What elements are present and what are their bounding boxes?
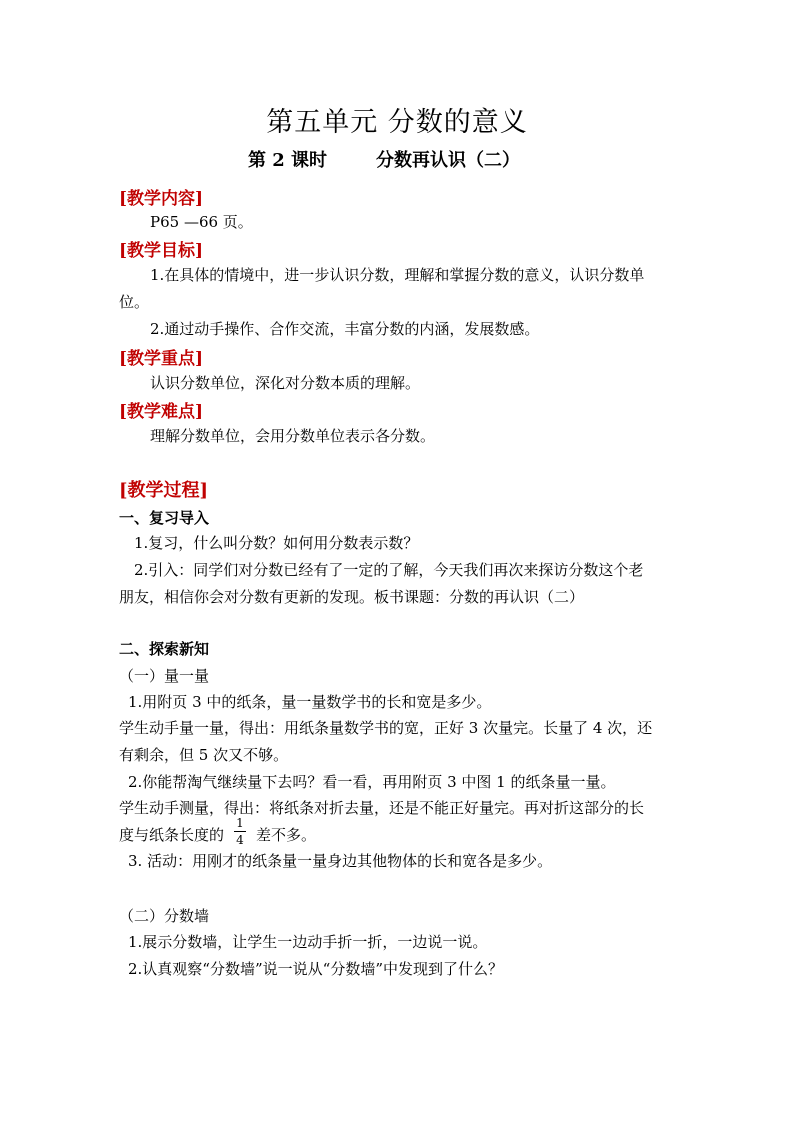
section-teaching-content: [教学内容] [119,189,204,209]
part2-line-2: 学生动手量一量，得出：用纸条量数学书的宽，正好 3 次量完。长量了 4 次，还 [119,719,653,737]
page-title: 第五单元 分数的意义 [266,107,528,138]
section-teaching-process: [教学过程] [119,480,209,501]
part2-line-6-end: 差不多。 [256,826,317,844]
part1-line-1: 1.复习，什么叫分数？如何用分数表示数？ [134,534,419,552]
fraction-bar [234,831,246,832]
subsection-2-heading: （二）分数墙 [119,907,210,925]
part2-line-3: 有剩余，但 5 次又不够。 [119,746,289,764]
key-points-text: 认识分数单位，深化对分数本质的理解。 [150,374,421,392]
subsection-1-heading: （一）量一量 [119,667,210,685]
part1-line-2: 2.引入：同学们对分数已经有了一定的了解，今天我们再次来探访分数这个老 [134,561,644,579]
goal-1-line-1: 1.在具体的情境中，进一步认识分数，理解和掌握分数的意义，认识分数单 [150,266,645,284]
section-key-points: [教学重点] [119,349,204,369]
part1-heading: 一、复习导入 [119,509,210,527]
section-difficult-points: [教学难点] [119,402,204,422]
goal-1-line-2: 位。 [119,293,150,311]
lesson-title: 分数再认识（二） [376,150,520,171]
part2-line-8: 1.展示分数墙，让学生一边动手折一折，一边说一说。 [128,933,488,951]
lesson-number: 第 2 课时 [248,150,328,171]
part2-heading: 二、探索新知 [119,640,210,658]
part2-line-1: 1.用附页 3 中的纸条，量一量数学书的长和宽是多少。 [128,693,492,711]
part2-line-9: 2.认真观察“分数墙”说一说从“分数墙”中发现到了什么？ [128,960,503,978]
part2-line-7: 3. 活动：用刚才的纸条量一量身边其他物体的长和宽各是多少。 [128,852,553,870]
part2-line-4: 2.你能帮淘气继续量下去吗？看一看，再用附页 3 中图 1 的纸条量一量。 [128,773,616,791]
fraction-denominator: 4 [236,833,244,847]
part2-line-6-start: 度与纸条长度的 [119,826,225,844]
fraction-numerator: 1 [236,816,244,830]
fraction-one-quarter [234,816,246,847]
part2-line-5: 学生动手测量，得出：将纸条对折去量，还是不能正好量完。再对折这部分的长 [119,799,645,817]
goal-2: 2.通过动手操作、合作交流，丰富分数的内涵，发展数感。 [150,320,540,338]
part1-line-3: 朋友，相信你会对分数有更新的发现。板书课题：分数的再认识（二） [119,588,585,606]
section-teaching-goals: [教学目标] [119,241,204,261]
content-text: P65 —66 页。 [150,213,253,231]
difficult-points-text: 理解分数单位，会用分数单位表示各分数。 [150,427,436,445]
